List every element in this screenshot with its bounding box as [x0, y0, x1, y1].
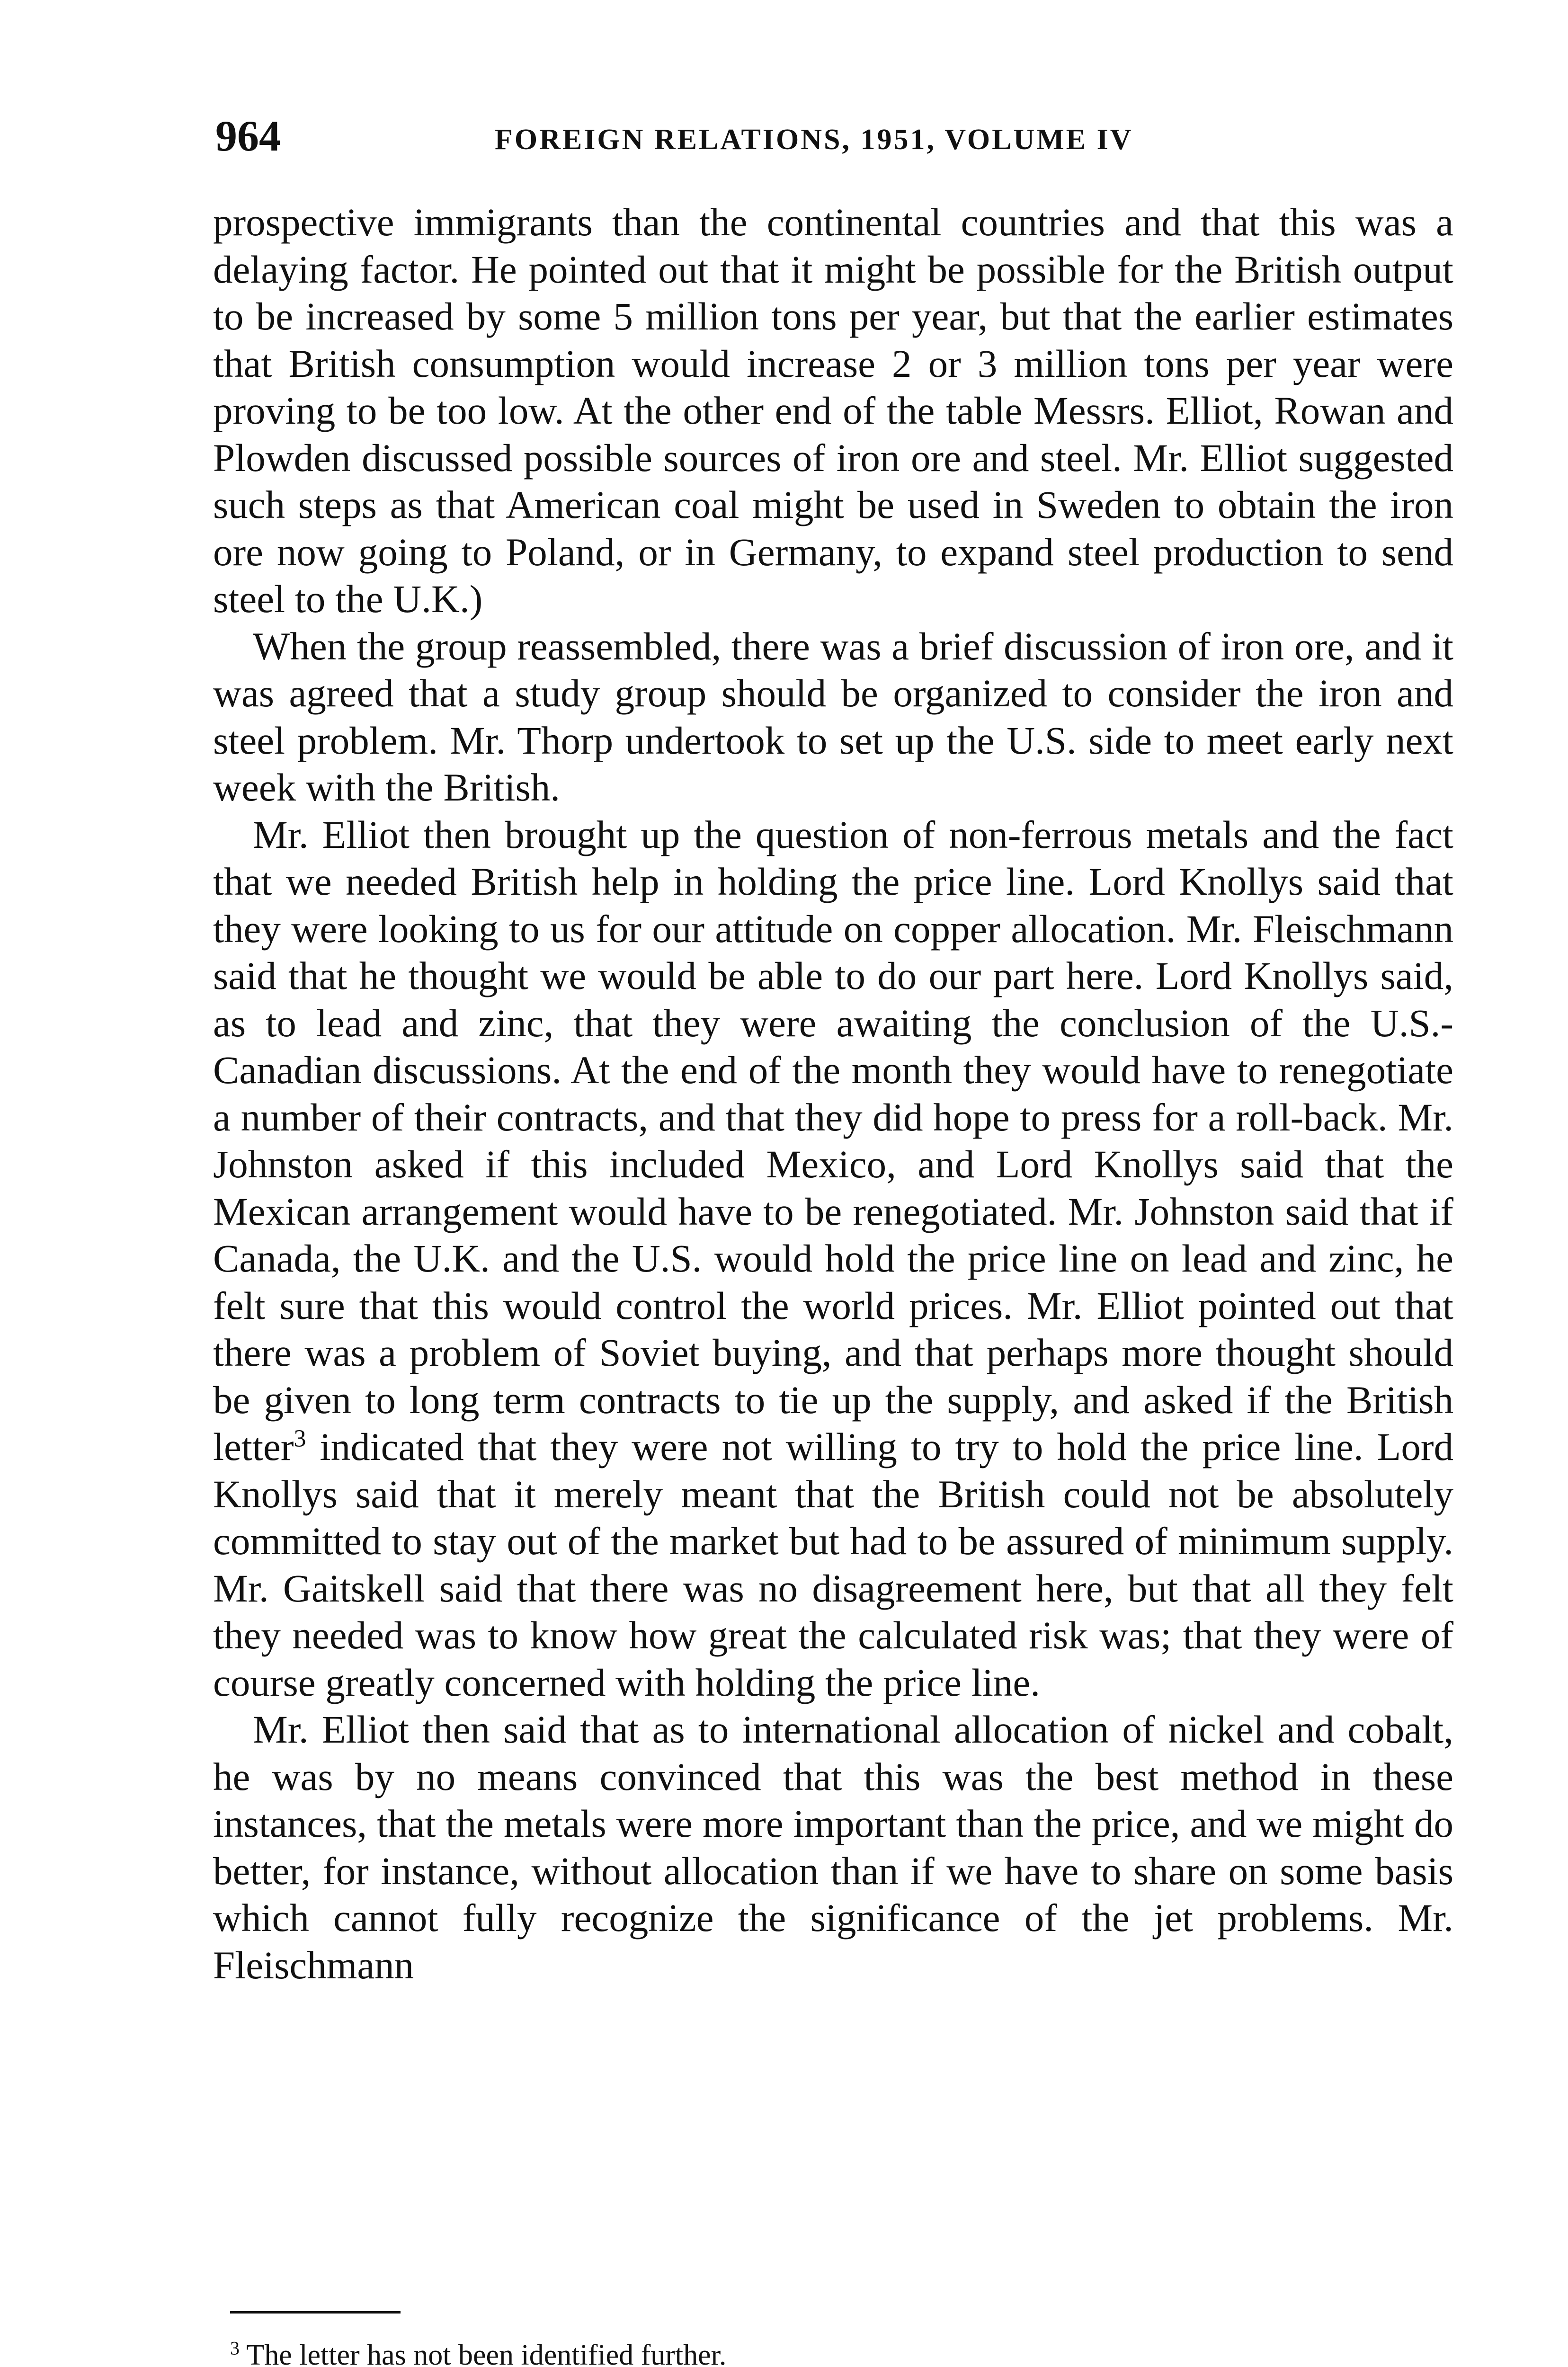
- running-head: FOREIGN RELATIONS, 1951, VOLUME IV: [495, 124, 1133, 156]
- paragraph: [213, 1706, 1453, 1989]
- paragraph: [213, 623, 1453, 811]
- paragraph-text: Mr. Elliot then said that as to international allocation of nickel and cobalt, he was by no means convinced that this was the best method in these instances, that the metals were more important than the price, and we might do better, for instance, without allocation than if we have to share on some basis which cannot fully recognize the significance of the jet problems. Mr. Fleischmann: [213, 1708, 1453, 1987]
- footnote: [230, 2336, 1452, 2367]
- paragraph-text: prospective immigrants than the continental countries and that this was a delaying factor. He pointed out that it might be possible for the British output to be increased by some 5 million tons per year, but that the earlier estimates that British consumption would increase 2 or 3 million tons per year were proving to be too low. At the other end of the table Messrs. Elliot, Rowan and Plowden discussed possible sources of iron ore and steel. Mr. Elliot suggested such steps as that American coal might be used in Sweden to obtain the iron ore now going to Poland, or in Germany, to expand steel production to send steel to the U.K.): [213, 200, 1453, 621]
- footnote-number: 3: [230, 2337, 240, 2359]
- footnote-text: The letter has not been identified further.: [246, 2339, 727, 2367]
- paragraph-text: Mr. Elliot then brought up the question of non-ferrous metals and the fact that we needed British help in holding the price line. Lord Knollys said that they were looking to us for our attitude on copper allocation. Mr. Fleischmann said that he thought we would be able to do our part here. Lord Knollys said, as to lead and zinc, that they were awaiting the conclusion of the U.S.-Canadian discussions. At the end of the month they would have to renegotiate a number of their contracts, and that they did hope to press for a roll-back. Mr. Johnston asked if this included Mexico, and Lord Knollys said that the Mexican arrangement would have to be renegotiated. Mr. Johnston said that if Canada, the U.K. and the U.S. would hold the price line on lead and zinc, he felt sure that this would control the world prices. Mr. Elliot pointed out that there was a problem of Soviet buying, and that perhaps more thought should be given to long term contracts to tie up the supply, and asked if the British letter: [213, 812, 1453, 1468]
- paragraph-text: indicated that they were not willing to try to hold the price line. Lord Knollys said that it merely meant that the British could not be absolutely committed to stay out of the market but had to be assured of minimum supply. Mr. Gaitskell said that there was no disagreement here, but that all they felt they needed was to know how great the calculated risk was; that they were of course greatly concerned with holding the price line.: [213, 1425, 1453, 1704]
- page-number: 964: [215, 112, 281, 160]
- footnote-divider: [230, 2311, 401, 2314]
- paragraph-text: When the group reassembled, there was a brief discussion of iron ore, and it was agreed that a study group should be organized to consider the iron and steel problem. Mr. Thorp undertook to set up the U.S. side to meet early next week with the British.: [213, 624, 1453, 809]
- page-header: [215, 110, 1456, 162]
- paragraph-continued: [213, 199, 1453, 623]
- body-text: [213, 199, 1453, 1989]
- paragraph: [213, 811, 1453, 1707]
- footnote-reference: 3: [294, 1425, 306, 1452]
